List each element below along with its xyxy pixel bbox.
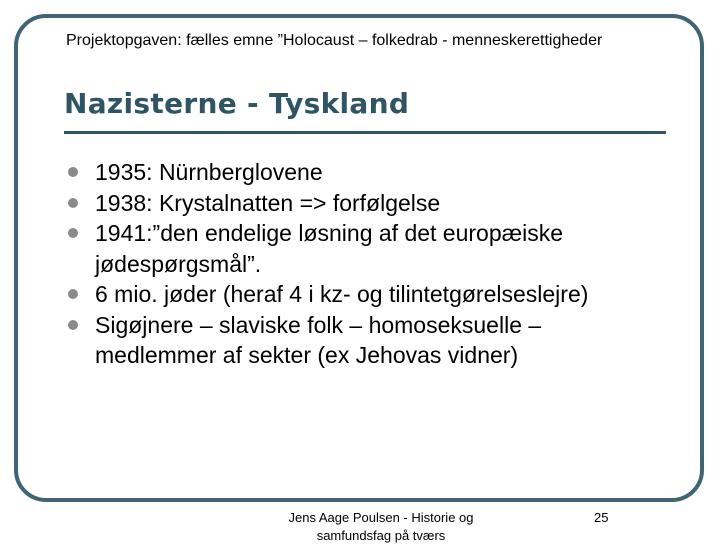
bullet-item	[66, 157, 666, 188]
bullet-text: Sigøjnere – slaviske folk – homoseksuelle – medlemmer af sekter (ex Jehovas vidner)	[95, 311, 542, 368]
bullet-item	[66, 218, 666, 279]
bullet-text: 1941:”den endelige løsning af det europæiske jødespørgsmål”.	[95, 220, 563, 277]
bullet-item	[66, 310, 666, 371]
bullet-item	[66, 188, 666, 219]
slide-title: Nazisterne - Tyskland	[64, 87, 410, 120]
bullet-text: 1935: Nürnberglovene	[95, 159, 323, 185]
bullet-item	[66, 279, 666, 310]
bullet-dot-icon	[68, 167, 78, 177]
footer-line-2: samfundsfag på tværs	[316, 528, 446, 543]
bullet-dot-icon	[68, 289, 78, 299]
footer-line-1: Jens Aage Poulsen - Historie og	[288, 510, 474, 525]
bullet-dot-icon	[68, 228, 78, 238]
slide-header: Projektopgaven: fælles emne ”Holocaust – folkedrab - menneskerettigheder	[66, 32, 603, 49]
page-number: 25	[594, 510, 609, 525]
bullet-dot-icon	[68, 320, 78, 330]
bullet-dot-icon	[68, 198, 78, 208]
bullet-text: 6 mio. jøder (heraf 4 i kz- og tilintetgørelseslejre)	[95, 281, 589, 307]
bullet-list	[66, 157, 666, 371]
title-underline	[64, 131, 666, 134]
bullet-text: 1938: Krystalnatten => forfølgelse	[95, 189, 441, 216]
